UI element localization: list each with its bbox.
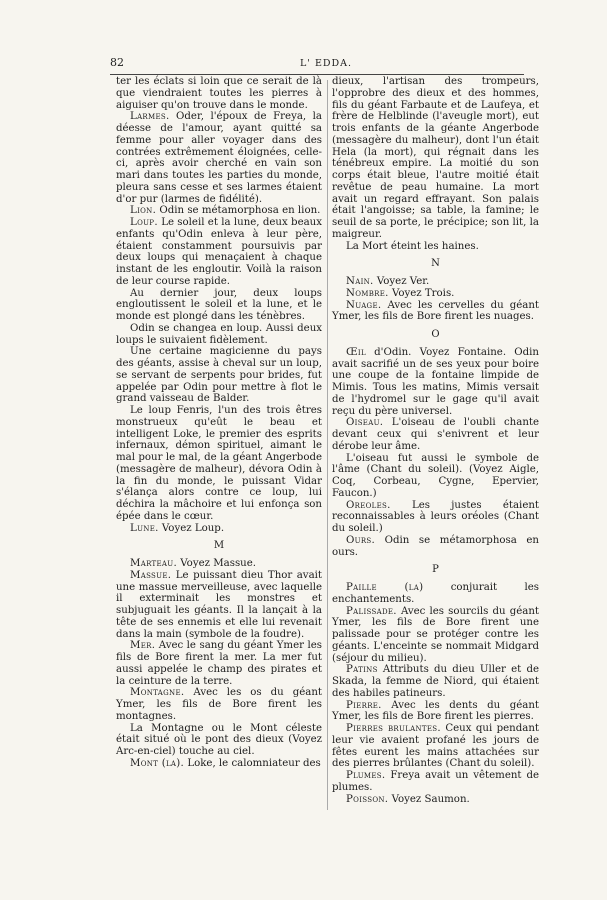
dictionary-entry [116,640,322,687]
entry-headword: Oreoles. [346,499,391,511]
entry-text: La Montagne ou le Mont céleste était situé où le pont des dieux (Voyez Arc-en-ciel) touche au ciel. [116,722,322,757]
entry-headword: Lion. [130,205,157,217]
dictionary-entry [116,687,322,722]
entry-text: Voyez Massue. [180,558,256,569]
entry-headword: Œil [346,346,366,358]
entry-text: Avec les dents du géant Ymer, les fils de Bore firent les pierres. [332,699,539,723]
entry-headword: Ours. [346,534,376,546]
dictionary-entry [332,723,539,770]
section-letter: P [432,564,439,576]
dictionary-entry [116,205,322,217]
entry-headword: Pierres brulantes. [346,723,441,734]
dictionary-entry [116,523,322,535]
page-number: 82 [110,56,124,69]
section-letter: O [431,329,440,340]
dictionary-entry [116,758,322,770]
entry-headword: Poisson. [346,793,389,805]
dictionary-entry [332,288,539,300]
entry-text: L'oiseau fut aussi le symbole de l'âme (Chant du soleil). (Voyez Aigle, Coq, Corbeau, Cygne, Epervier, Faucon.) [332,452,539,499]
entry-text: Les justes étaient reconnaissables à leurs oréoles (Chant du soleil.) [332,499,539,534]
dictionary-entry [332,582,539,606]
dictionary-entry [332,664,539,699]
dictionary-entry [332,700,539,724]
dictionary-entry [332,770,539,794]
entry-headword: Nain. [346,276,374,287]
entry-text: Attributs du dieu Uller et de Skada, la femme de Niord, qui étaient des habiles patineurs. [332,664,539,699]
entry-headword: Nuage. [346,299,382,311]
entry-text: Au dernier jour, deux loups engloutissent le soleil et la lune, et le monde est plongé dans les ténèbres. [116,287,322,322]
entry-text: Le soleil et la lune, deux beaux enfants qu'Odin enleva à leur père, étaient constamment poursuivis par deux loups qui menaçaient à chaque instant de les engloutir. Voilà la raison de leur course rapide. [116,217,322,287]
dictionary-entry [332,417,539,452]
entry-headword: Larmes. [130,111,170,123]
entry-text: Avec les cervelles du géant Ymer, les fils de Bore firent les nuages. [332,299,539,323]
dictionary-entry [332,300,539,324]
entry-headword: Oiseau. [346,417,384,429]
entry-text: Odin se métamorphosa en ours. [332,534,539,558]
dictionary-entry [332,347,539,418]
entry-headword: Palissade. [346,605,397,617]
entry-text: La Mort éteint les haines. [346,240,479,252]
entry-text: Ceux qui pendant leur vie avaient profané les jours de fêtes eurent les mains attachées sur des pierres brûlantes (Chant du soleil). [332,723,539,770]
running-head: L' EDDA. [300,58,352,69]
entry-text: Loke, le calomniateur des [187,757,321,769]
entry-text: ter les éclats si loin que ce serait de là que viendraient toutes les pierres à aiguiser qu'on trouve dans le monde. [116,76,322,111]
entry-headword: Mer. [130,640,156,652]
dictionary-entry [332,453,539,500]
entry-text: Voyez Loup. [161,522,225,534]
right-column [332,76,539,805]
entry-text: Avec les os du géant Ymer, les fils de Bore firent les montagnes. [116,687,322,722]
entry-headword: Nombre. [346,287,389,299]
entry-headword: Massue. [130,569,172,581]
entry-text: Avec les sourcils du géant Ymer, les fils de Bore firent une palissade pour se protéger contre les géants. L'enceinte se nommait Midgard (séjour du milieu). [332,605,539,664]
dictionary-entry [116,323,322,347]
dictionary-entry [116,76,322,111]
dictionary-entry [116,111,322,205]
entry-headword: Marteau. [130,558,178,569]
section-letter: N [431,258,440,270]
entry-text: Voyez Trois. [391,287,455,299]
entry-text: Odin se changea en loup. Aussi deux loups le suivaient fidèlement. [116,322,322,346]
entry-text: Voyez Saumon. [391,793,470,805]
entry-headword: Loup. [130,217,158,228]
dictionary-entry [116,217,322,288]
entry-headword: Plumes. [346,770,386,781]
dictionary-entry [332,276,539,288]
entry-headword: Lune. [130,522,159,534]
header-rule [110,74,524,75]
entry-text: Le loup Fenris, l'un des trois êtres monstrueux qu'eût le beau et intelligent Loke, le premier des esprits infernaux, démon spirituel, aimant le mal pour le mal, de la géant Angerbode (messagère de malheur), dévora Odin à la fin du monde, le puissant Vidar s'élança alors contre ce loup, lui déchira la mâchoire et lui enfonça son épée dans le cœur. [116,405,322,522]
entry-text: Freya avait un vêtement de plumes. [332,770,539,793]
dictionary-entry [116,346,322,405]
dictionary-entry [332,606,539,665]
dictionary-entry [332,794,539,806]
entry-text: Odin se métamorphosa en lion. [159,205,321,217]
entry-text: Une certaine magicienne du pays des géants, assise à cheval sur un loup, se servant de serpents pour brides, fut appelée par Odin pour mettre à flot le grand vaisseau de Balder. [116,346,322,405]
entry-text: Le puissant dieu Thor avait une massue merveilleuse, avec laquelle il exterminait les monstres et subjuguait les géants. Il la lançait à la tête de ses ennemis et elle lui revenait dans la main (symbole de la foudre). [116,569,322,640]
entry-text: Voyez Ver. [376,276,430,287]
dictionary-entry [116,405,322,523]
entry-headword: Pierre. [346,699,382,711]
dictionary-entry [116,723,322,758]
dictionary-entry [332,76,539,241]
left-column [116,76,322,770]
entry-text: Oder, l'époux de Freya, la déesse de l'amour, ayant quitté sa femme pour aller voyager dans des contrées extrêmement éloignées, celle-ci, après avoir cherché en vain son mari dans toutes les parties du monde, pleura sans cesse et ses larmes étaient d'or pur (larmes de fidélité). [116,111,322,205]
column-divider [327,80,328,810]
entry-headword: Mont (la). [130,757,185,769]
dictionary-entry [116,570,322,641]
dictionary-entry [332,535,539,559]
entry-headword: Paille (la) [346,582,424,593]
entry-text: conjurait les enchantements. [332,582,539,605]
dictionary-entry [332,241,539,253]
entry-text: d'Odin. Voyez Fontaine. Odin avait sacrifié un de ses yeux pour boire une coupe de la fontaine limpide de Mimis. Tous les matins, Mimis versait de l'hydromel sur le gage qu'il avait reçu du père universel. [332,346,539,417]
section-letter: M [213,540,225,552]
entry-text: dieux, l'artisan des trompeurs, l'opprobre des dieux et des hommes, fils du géant Farbaute et de Laufeya, et frère de Helblinde (l'aveugle mort), eut trois enfants de la géante Angerbode (messagère du malheur), dont l'un était Hela (la mort), qui régnait dans les ténébreux empire. La moitié du son corps était bleue, l'autre moitié était revêtue de peau humaine. La mort avait un regard effrayant. Son palais était l'angoisse; sa table, la famine; le seuil de sa porte, le précipice; son lit, la maigreur. [332,76,539,240]
dictionary-entry [116,288,322,323]
entry-headword: Patins [346,664,378,676]
dictionary-entry [116,558,322,570]
entry-text: Avec le sang du géant Ymer les fils de Bore firent la mer. La mer fut aussi appelée le champ des pirates et la ceinture de la terre. [116,640,322,687]
dictionary-entry [332,500,539,535]
entry-text: L'oiseau de l'oubli chante devant ceux qui s'enivrent et leur dérobe leur âme. [332,417,539,452]
entry-headword: Montagne. [130,687,185,699]
